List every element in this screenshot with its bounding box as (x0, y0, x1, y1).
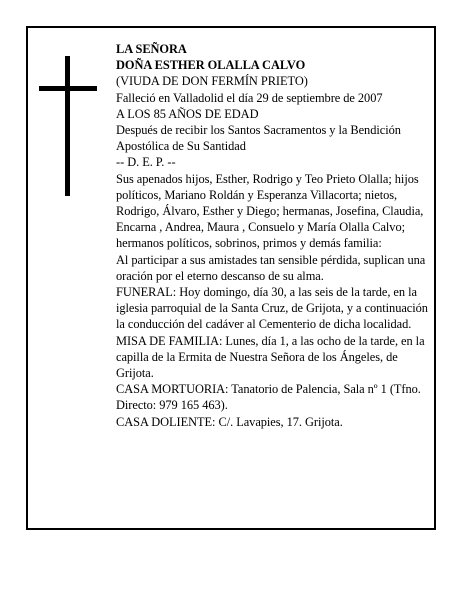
obituary-text (116, 41, 434, 430)
rip-line: -- D. E. P. -- (116, 155, 176, 170)
mourning-house-details: CASA DOLIENTE: C/. Lavapies, 17. Grijota. (116, 414, 343, 429)
cross-icon (28, 28, 118, 208)
funeral-details: FUNERAL: Hoy domingo, día 30, a las seis de la tarde, en la iglesia parroquial de la Santa Cruz, de Grijota, y a continuación la conducción del cadáver al Cementerio de dicha localidad. (116, 285, 428, 332)
family-mass-details: MISA DE FAMILIA: Lunes, día 1, a las ocho de la tarde, en la capilla de la Ermita de Nuestra Señora de los Ángeles, de Grijota. (116, 333, 425, 381)
funeral-home-details: CASA MORTUORIA: Tanatorio de Palencia, Sala nº 1 (Tfno. Directo: 979 165 463). (116, 382, 421, 413)
sacraments-notice: Después de recibir los Santos Sacramentos y la Bendición Apostólica de Su Santidad (116, 123, 401, 154)
deceased-name: DOÑA ESTHER OLALLA CALVO (116, 58, 306, 73)
prayer-request: Al participar a sus amistades tan sensible pérdida, suplican una oración por el eterno descanso de su alma. (116, 252, 426, 283)
age-at-death: A LOS 85 AÑOS DE EDAD (116, 106, 259, 121)
family-list: Sus apenados hijos, Esther, Rodrigo y Teo Prieto Olalla; hijos políticos, Mariano Roldán y Esperanza Villacorta; nietos, Rodrigo, Álvaro, Esther y Diego; hermanas, Josefina, Claudia, Encarna , Andrea, Maura , Consuelo y María Olalla Calvo; hermanos políticos, sobrinos, primos y demás familia: (116, 171, 424, 251)
widow-of: (VIUDA DE DON FERMÍN PRIETO) (116, 74, 308, 89)
obituary-frame (26, 26, 436, 530)
death-notice: Falleció en Valladolid el día 29 de septiembre de 2007 (116, 90, 383, 105)
title-line-1: LA SEÑORA (116, 42, 187, 56)
